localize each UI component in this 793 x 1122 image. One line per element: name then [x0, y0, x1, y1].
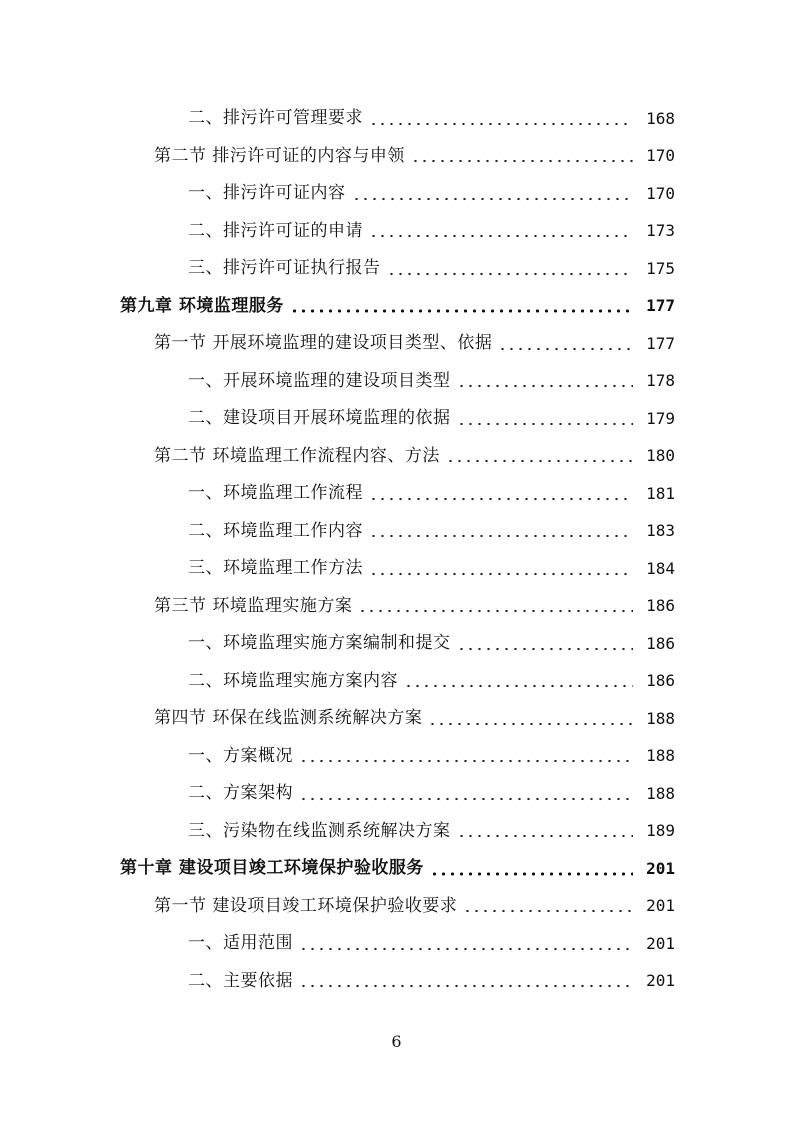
- toc-subsection-entry[interactable]: [0, 475, 793, 513]
- toc-entry-page-number: 186: [646, 596, 675, 616]
- toc-entry-title: 二、建设项目开展环境监理的依据: [188, 408, 451, 429]
- toc-entry-page-number: 183: [646, 521, 675, 541]
- toc-subsection-entry[interactable]: [0, 738, 793, 776]
- toc-dot-leader: [299, 947, 633, 951]
- toc-subsection-entry[interactable]: [0, 175, 793, 213]
- toc-entry-title: 第三节 环境监理实施方案: [154, 595, 353, 616]
- toc-entry-page-number: 177: [646, 333, 675, 353]
- toc-entry-title: 二、环境监理实施方案内容: [188, 670, 398, 691]
- toc-entry-page-number: 186: [646, 671, 675, 691]
- toc-dot-leader: [352, 197, 634, 201]
- toc-entry-page-number: 180: [646, 446, 675, 466]
- toc-entry-page-number: 188: [646, 746, 675, 766]
- toc-entry-title: 一、环境监理工作流程: [188, 483, 363, 504]
- toc-entry-page-number: 188: [646, 783, 675, 803]
- toc-subsection-entry[interactable]: [0, 213, 793, 251]
- toc-dot-leader: [498, 347, 633, 351]
- toc-dot-leader: [299, 797, 633, 801]
- toc-entry-title: 二、环境监理工作内容: [188, 520, 363, 541]
- toc-entry-title: 一、排污许可证内容: [188, 183, 346, 204]
- toc-subsection-entry[interactable]: [0, 963, 793, 1001]
- toc-entry-page-number: 175: [646, 258, 675, 278]
- toc-dot-leader: [446, 459, 633, 463]
- toc-subsection-entry[interactable]: [0, 513, 793, 551]
- toc-entry-page-number: 184: [646, 558, 675, 578]
- toc-entry-title: 一、环境监理实施方案编制和提交: [188, 633, 451, 654]
- toc-entry-page-number: 181: [646, 483, 675, 503]
- toc-subsection-entry[interactable]: [0, 400, 793, 438]
- toc-dot-leader: [299, 759, 633, 763]
- toc-dot-leader: [369, 497, 633, 501]
- toc-entry-page-number: 179: [646, 408, 675, 428]
- toc-subsection-entry[interactable]: [0, 925, 793, 963]
- toc-entry-page-number: 201: [646, 933, 675, 953]
- toc-entry-title: 一、开展环境监理的建设项目类型: [188, 370, 451, 391]
- toc-entry-page-number: 188: [646, 708, 675, 728]
- toc-subsection-entry[interactable]: [0, 363, 793, 401]
- toc-section-entry[interactable]: [0, 588, 793, 626]
- toc-dot-leader: [290, 309, 633, 313]
- toc-dot-leader: [457, 422, 634, 426]
- toc-dot-leader: [369, 572, 633, 576]
- toc-entry-title: 二、方案架构: [188, 783, 293, 804]
- toc-entry-title: 第一节 建设项目竣工环境保护验收要求: [154, 895, 458, 916]
- toc-entry-title: 二、排污许可证的申请: [188, 220, 363, 241]
- toc-dot-leader: [457, 834, 634, 838]
- toc-chapter-entry[interactable]: [0, 850, 793, 888]
- toc-dot-leader: [369, 534, 633, 538]
- toc-section-entry[interactable]: [0, 888, 793, 926]
- toc-subsection-entry[interactable]: [0, 100, 793, 138]
- toc-entry-title: 第四节 环保在线监测系统解决方案: [154, 708, 423, 729]
- toc-entry-title: 第二节 环境监理工作流程内容、方法: [154, 445, 440, 466]
- toc-subsection-entry[interactable]: [0, 550, 793, 588]
- toc-entry-page-number: 201: [646, 858, 675, 878]
- toc-entry-title: 第一节 开展环境监理的建设项目类型、依据: [154, 333, 493, 354]
- table-of-contents: [0, 100, 793, 1000]
- toc-dot-leader: [411, 159, 633, 163]
- toc-entry-title: 三、环境监理工作方法: [188, 558, 363, 579]
- toc-entry-page-number: 177: [646, 296, 675, 316]
- toc-entry-page-number: 201: [646, 896, 675, 916]
- toc-entry-page-number: 173: [646, 221, 675, 241]
- page-number: 6: [391, 1032, 402, 1051]
- toc-dot-leader: [387, 272, 634, 276]
- toc-entry-title: 第九章 环境监理服务: [120, 295, 284, 316]
- toc-dot-leader: [404, 684, 633, 688]
- toc-entry-title: 一、适用范围: [188, 933, 293, 954]
- toc-section-entry[interactable]: [0, 138, 793, 176]
- toc-dot-leader: [430, 872, 633, 876]
- toc-entry-title: 二、主要依据: [188, 970, 293, 991]
- toc-dot-leader: [369, 234, 633, 238]
- toc-entry-title: 三、排污许可证执行报告: [188, 258, 381, 279]
- toc-entry-title: 第二节 排污许可证的内容与申领: [154, 145, 405, 166]
- toc-section-entry[interactable]: [0, 325, 793, 363]
- toc-entry-title: 一、方案概况: [188, 745, 293, 766]
- toc-dot-leader: [299, 984, 633, 988]
- toc-chapter-entry[interactable]: [0, 288, 793, 326]
- toc-section-entry[interactable]: [0, 438, 793, 476]
- toc-subsection-entry[interactable]: [0, 813, 793, 851]
- toc-entry-page-number: 170: [646, 183, 675, 203]
- toc-subsection-entry[interactable]: [0, 625, 793, 663]
- toc-entry-title: 二、排污许可管理要求: [188, 108, 363, 129]
- toc-entry-title: 第十章 建设项目竣工环境保护验收服务: [120, 858, 424, 879]
- toc-entry-page-number: 178: [646, 371, 675, 391]
- toc-dot-leader: [457, 647, 634, 651]
- toc-dot-leader: [428, 722, 633, 726]
- toc-dot-leader: [457, 384, 634, 388]
- toc-dot-leader: [463, 909, 633, 913]
- toc-section-entry[interactable]: [0, 700, 793, 738]
- toc-subsection-entry[interactable]: [0, 775, 793, 813]
- toc-subsection-entry[interactable]: [0, 663, 793, 701]
- toc-entry-page-number: 186: [646, 633, 675, 653]
- toc-entry-title: 三、污染物在线监测系统解决方案: [188, 820, 451, 841]
- toc-dot-leader: [358, 609, 633, 613]
- toc-dot-leader: [369, 122, 633, 126]
- toc-entry-page-number: 168: [646, 108, 675, 128]
- toc-entry-page-number: 170: [646, 146, 675, 166]
- toc-entry-page-number: 189: [646, 821, 675, 841]
- toc-entry-page-number: 201: [646, 971, 675, 991]
- toc-subsection-entry[interactable]: [0, 250, 793, 288]
